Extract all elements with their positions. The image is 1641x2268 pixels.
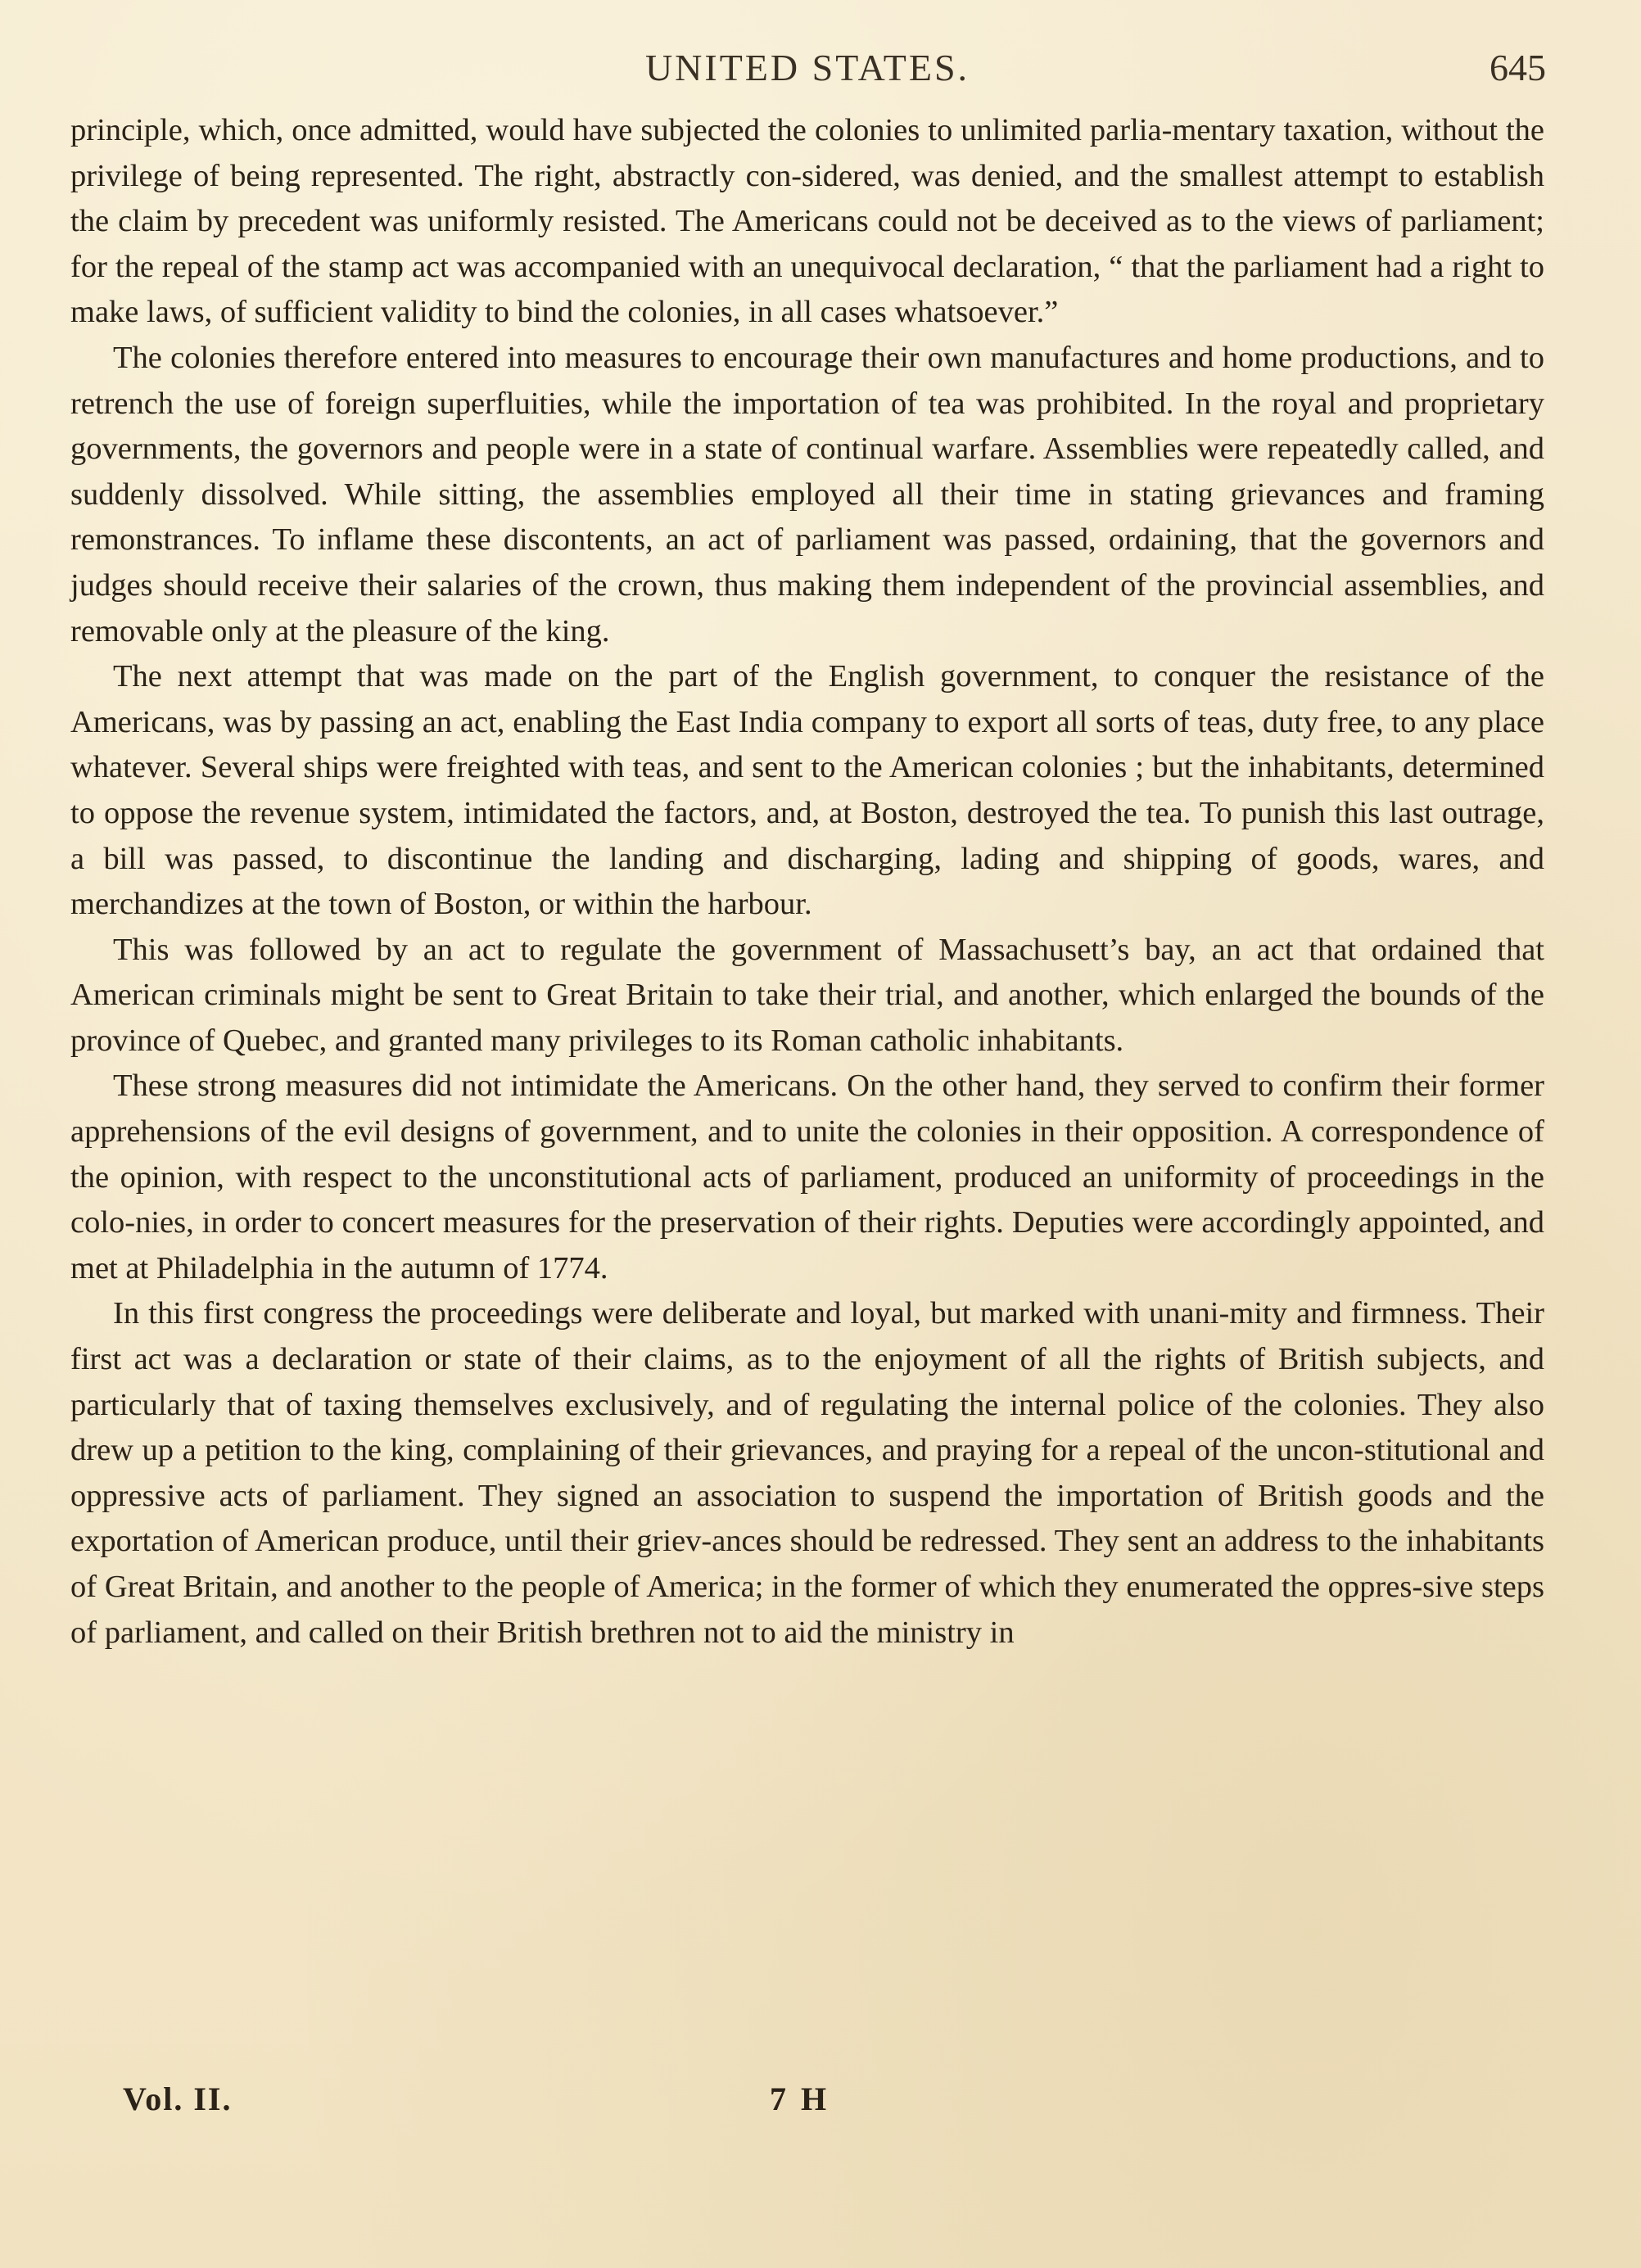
paragraph-1: principle, which, once admitted, would have subjected the colonies to unlimited parlia-mentary taxation, without the privilege of being represented. The right, abstractly con-sidered, was denied, and the smallest attempt to establish the claim by precedent was uniformly resisted. The Americans could not be deceived as to the views of parliament; for the repeal of the stamp act was accompanied with an unequivocal declaration, “ that the parliament had a right to make laws, of sufficient validity to bind the colonies, in all cases whatsoever.” — [70, 113, 1544, 330]
body-text — [70, 108, 1544, 1656]
volume-label: Vol. II. — [123, 2081, 233, 2117]
paragraph-4: This was followed by an act to regulate the government of Massachusett’s bay, an act that ordained that American criminals might be sent to Great Britain to take their trial, and another, which enlarged the bounds of the province of Quebec, and granted many privileges to its Roman catholic inhabitants. — [70, 932, 1544, 1058]
paragraph-3: The next attempt that was made on the part of the English government, to conquer the resistance of the Americans, was by passing an act, enabling the East India company to export all sorts of teas, duty free, to any place whatever. Several ships were freighted with teas, and sent to the American colonies ; but the inhabitants, determined to oppose the revenue system, intimidated the factors, and, at Boston, destroyed the tea. To punish this last outrage, a bill was passed, to discontinue the landing and discharging, lading and shipping of goods, wares, and merchandizes at the town of Boston, or within the harbour. — [70, 659, 1544, 922]
page-number: 645 — [1490, 47, 1546, 88]
paragraph-5: These strong measures did not intimidate the Americans. On the other hand, they served to confirm their former apprehensions of the evil designs of government, and to unite the colonies in their opposition. A correspondence of the opinion, with respect to the unconstitutional acts of parliament, produced an uniformity of proceedings in the colo-nies, in order to concert measures for the preservation of their rights. Deputies were accordingly appointed, and met at Philadelphia in the autumn of 1774. — [70, 1068, 1544, 1285]
running-title: UNITED STATES. — [644, 47, 970, 88]
page-footer — [123, 2080, 1351, 2129]
paragraph-2: The colonies therefore entered into measures to encourage their own manufactures and home productions, and to retrench the use of foreign superfluities, while the importation of tea was prohibited. In the royal and proprietary governments, the governors and people were in a state of continual warfare. Assemblies were repeatedly called, and suddenly dissolved. While sitting, the assemblies employed all their time in stating grievances and framing remonstrances. To inflame these discontents, an act of parliament was passed, ordaining, that the governors and judges should receive their salaries of the crown, thus making them independent of the provincial assemblies, and removable only at the pleasure of the king. — [70, 340, 1544, 648]
signature-mark: 7 H — [770, 2081, 830, 2117]
paragraph-6: In this first congress the proceedings were deliberate and loyal, but marked with unani-mity and firmness. Their first act was a declaration or state of their claims, as to the enjoyment of all the rights of British subjects, and particularly that of taxing themselves exclusively, and of regulating the internal police of the colonies. They also drew up a petition to the king, complaining of their grievances, and praying for a repeal of the uncon-stitutional and oppressive acts of parliament. They signed an association to suspend the importation of British goods and the exportation of American produce, until their griev-ances should be redressed. They sent an address to the inhabitants of Great Britain, and another to the people of America; in the former of which they enumerated the oppres-sive steps of parliament, and called on their British brethren not to aid the ministry in — [70, 1296, 1544, 1650]
page-header — [70, 46, 1544, 103]
